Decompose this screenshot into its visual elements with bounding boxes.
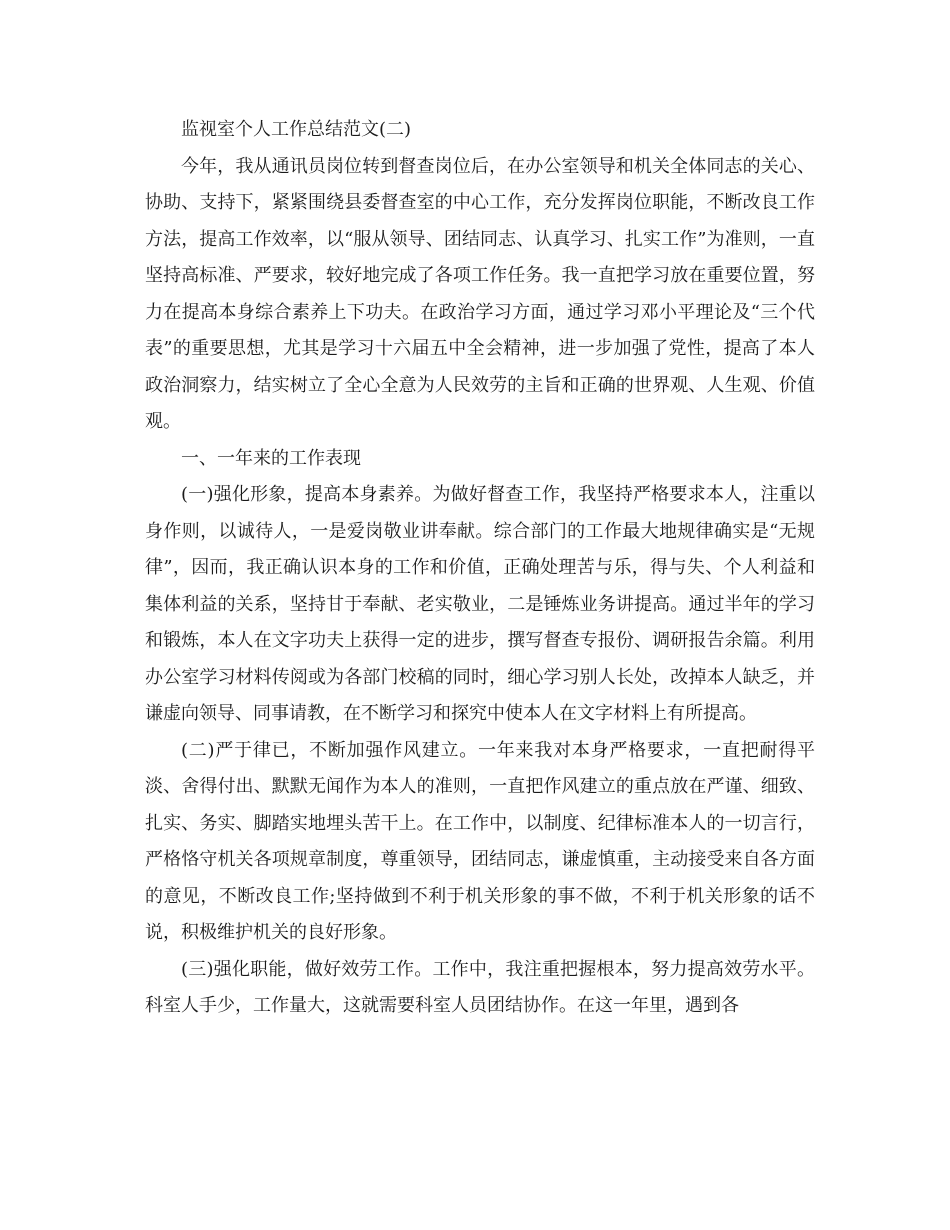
document-title: 监视室个人工作总结范文(二) — [181, 119, 412, 140]
paragraph-section-1: (一)强化形象，提高本身素养。为做好督查工作，我坚持严格要求本人，注重以身作则，以诚待人，一是爱岗敬业讲奉献。综合部门的工作最大地规律确实是“无规律”，因而，我正确认识本身的工作和价值，正确处理苦与乐，得与失、个人利益和集体利益的关系，坚持甘于奉献、老实敬业，二是锤炼业务讲提高。通过半年的学习和锻炼，本人在文字功夫上获得一定的进步，撰写督查专报份、调研报告余篇。利用办公室学习材料传阅或为各部门校稿的同时，细心学习别人长处，改掉本人缺乏，并谦虚向领导、同事请教，在不断学习和探究中使本人在文字材料上有所提高。 — [145, 484, 815, 724]
document-page — [145, 112, 815, 1025]
paragraph-section-2: (二)严于律已，不断加强作风建立。一年来我对本身严格要求，一直把耐得平淡、舍得付出、默默无闻作为本人的准则，一直把作风建立的重点放在严谨、细致、扎实、务实、脚踏实地埋头苦干上。在工作中，以制度、纪律标准本人的一切言行，严格恪守机关各项规章制度，尊重领导，团结同志，谦虚慎重，主动接受来自各方面的意见，不断改良工作;坚持做到不利于机关形象的事不做，不利于机关形象的话不说，积极维护机关的良好形象。 — [145, 739, 815, 943]
paragraph-intro: 今年，我从通讯员岗位转到督查岗位后，在办公室领导和机关全体同志的关心、协助、支持下，紧紧围绕县委督查室的中心工作，充分发挥岗位职能，不断改良工作方法，提高工作效率，以“服从领导、团结同志、认真学习、扎实工作”为准则，一直坚持高标准、严要求，较好地完成了各项工作任务。我一直把学习放在重要位置，努力在提高本身综合素养上下功夫。在政治学习方面，通过学习邓小平理论及“三个代表”的重要思想，尤其是学习十六届五中全会精神，进一步加强了党性，提高了本人政治洞察力，结实树立了全心全意为人民效劳的主旨和正确的世界观、人生观、价值观。 — [145, 155, 815, 432]
paragraph-section-3: (三)强化职能，做好效劳工作。工作中，我注重把握根本，努力提高效劳水平。科室人手少，工作量大，这就需要科室人员团结协作。在这一年里，遇到各 — [145, 958, 815, 1016]
section-heading: 一、一年来的工作表现 — [181, 447, 361, 469]
